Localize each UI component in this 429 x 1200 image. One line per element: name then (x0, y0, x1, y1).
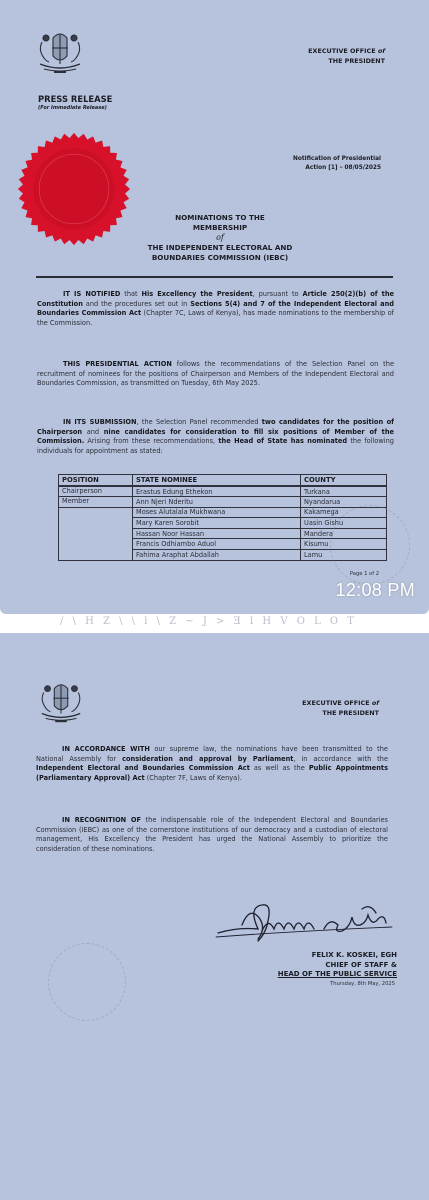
exec-line2: THE PRESIDENT (328, 57, 385, 65)
document-heading (120, 213, 320, 263)
signer-title1: CHIEF OF STAFF & (325, 960, 397, 969)
signer-name: FELIX K. KOSKEI, EGH (311, 951, 397, 959)
kenya-coat-of-arms-icon (36, 679, 86, 727)
press-release-label (38, 94, 112, 111)
paragraph-notified: IT IS NOTIFIED that His Excellency the President, pursuant to Article 250(2)(b) of the Constitution and the procedures set out in Sections 5(4) and 7 of the Independent Electoral and Boundaries Commission Act (Chapter 7C, Laws of Kenya), has made nominations to the membership of the Commission. (37, 290, 394, 327)
heading-line1: NOMINATIONS TO THE (175, 213, 265, 222)
exec-line2: THE PRESIDENT (322, 709, 379, 717)
cell-nominee: Erastus Edung Ethekon (133, 486, 301, 497)
cell-nominee: Francis Odhiambo Aduol (133, 539, 301, 550)
column-header-position: POSITION (59, 475, 133, 487)
heading-line3: THE INDEPENDENT ELECTORAL AND (147, 243, 293, 252)
cell-nominee: Hassan Noor Hassan (133, 528, 301, 539)
notif-line1: Notification of Presidential (293, 156, 381, 162)
cell-county: Nyandarua (301, 497, 387, 508)
page-separator (0, 614, 429, 633)
press-title: PRESS RELEASE (38, 94, 113, 104)
cell-position: Member (59, 497, 133, 508)
notif-line2: Action [1] – 08/05/2025 (305, 165, 381, 171)
sign-date: Thursday, 8th May, 2025 (330, 981, 395, 987)
signer-block (278, 951, 397, 980)
heading-line2: MEMBERSHIP (192, 223, 248, 232)
executive-office-header (308, 46, 385, 66)
cell-county: Turkana (301, 486, 387, 497)
cell-county: Kakamega (301, 507, 387, 518)
faint-stamp-watermark (48, 943, 126, 1021)
column-header-county: COUNTY (301, 475, 387, 487)
kenya-coat-of-arms-icon (34, 28, 86, 78)
red-wax-seal-icon (16, 131, 132, 247)
heading-line4: BOUNDARIES COMMISSION (IEBC) (151, 253, 289, 262)
table-header-row (59, 475, 387, 487)
table-row (59, 486, 387, 497)
cell-position (59, 528, 133, 539)
column-header-nominee: STATE NOMINEE (133, 475, 301, 487)
cell-position (59, 507, 133, 518)
executive-office-header (302, 698, 379, 718)
signer-title2: HEAD OF THE PUBLIC SERVICE (277, 970, 397, 978)
paragraph-accordance: IN ACCORDANCE WITH our supreme law, the nominations have been transmitted to the National Assembly for consideration and approval by Parliament, in accordance with the Independent Electoral and Boundaries Commission Act as well as the Public Appointments (Parliamentary Approval) Act (Chapter 7F, Laws of Kenya). (36, 745, 389, 782)
cell-nominee: Fahima Araphat Abdallah (133, 550, 301, 561)
exec-of: of (371, 699, 379, 707)
cell-nominee: Mary Karen Sorobit (133, 518, 301, 529)
page-number: Page 1 of 2 (349, 571, 379, 577)
table-row (59, 497, 387, 508)
press-release-page-2 (0, 633, 429, 1200)
bleed-through-text: / \ H Z \ \ l \ Z ~ J > Ǝ l H V O L O T (60, 616, 357, 627)
table-row (59, 507, 387, 518)
signature-icon (212, 895, 402, 955)
cell-nominee: Ann Njeri Nderitu (133, 497, 301, 508)
notification-reference (293, 155, 381, 173)
cell-position (59, 518, 133, 529)
cell-county: Kisumu (301, 539, 387, 550)
heading-divider (36, 276, 393, 278)
cell-county: Mandera (301, 528, 387, 539)
cell-county: Uasin Gishu (301, 518, 387, 529)
paragraph-recognition: IN RECOGNITION OF the indispensable role of the Independent Electoral and Boundaries Commission (IEBC) as one of the cornerstone institutions of our democracy and a custodian of electoral management, His Excellency the President has urged the National Assembly to prioritize the consideration of these nominations. (36, 816, 388, 853)
press-subtitle: (For Immediate Release) (38, 105, 107, 111)
exec-of: of (377, 47, 385, 55)
cell-position (59, 550, 133, 561)
cell-nominee: Moses Alutalala Mukhwana (133, 507, 301, 518)
cell-position (59, 539, 133, 550)
heading-of: of (216, 233, 224, 242)
exec-line1: EXECUTIVE OFFICE (302, 699, 370, 707)
paragraph-presidential-action: THIS PRESIDENTIAL ACTION follows the recommendations of the Selection Panel on the recruitment of nominees for the positions of Chairperson and Members of the Independent Electoral and Boundaries Commission, as transmitted on Tuesday, 6th May 2025. (37, 360, 395, 388)
cell-county: Lamu (301, 550, 387, 561)
paragraph-submission: IN ITS SUBMISSION, the Selection Panel recommended two candidates for the position of Chairperson and nine candidates for consideration to fill six positions of Member of the Commission. Arising from these recommendations, the Head of State has nominated the following individuals for appointment as stated: (37, 418, 395, 455)
exec-line1: EXECUTIVE OFFICE (308, 47, 376, 55)
cell-position: Chairperson (59, 486, 133, 497)
status-time: 12:08 PM (335, 580, 415, 600)
